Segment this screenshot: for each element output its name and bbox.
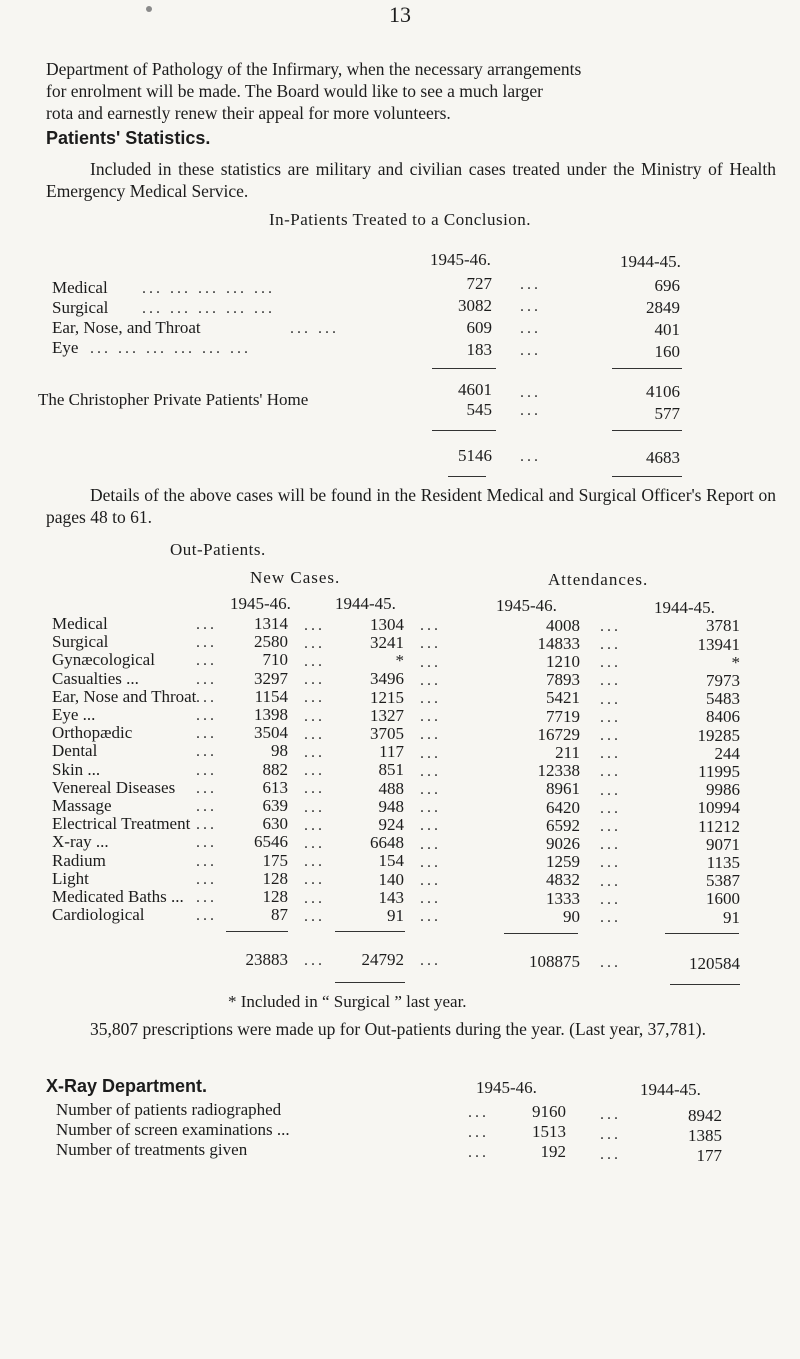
- total-rule: [612, 430, 682, 431]
- page-number: 13: [389, 2, 411, 27]
- out-patients-value: 10994: [697, 798, 740, 818]
- out-patients-value: 87: [271, 905, 288, 925]
- out-patients-value: 1210: [546, 652, 580, 671]
- intro-line: for enrolment will be made. The Board would like to see a much larger: [46, 81, 543, 101]
- in-patients-col-1945: 1945-46.: [430, 250, 491, 269]
- out-patients-value: 140: [378, 869, 404, 889]
- out-patients-value: 211: [555, 743, 580, 762]
- out-patients-value: 6592: [546, 815, 580, 835]
- out-patients-value: 244: [714, 743, 740, 763]
- in-patients-label: Ear, Nose, and Throat: [52, 318, 201, 337]
- intro-paragraph: [46, 58, 776, 124]
- out-patients-value: 7719: [546, 706, 580, 726]
- out-patients-value: 5483: [706, 689, 740, 709]
- out-patients-value: 924: [378, 815, 404, 834]
- out-patients-value: 13941: [697, 634, 740, 654]
- in-patients-home-value: 577: [654, 404, 680, 423]
- out-patients-value: 3705: [370, 724, 404, 743]
- out-patients-value: 154: [378, 851, 404, 871]
- surgical-footnote: * Included in “ Surgical ” last year.: [228, 992, 467, 1011]
- out-patients-value: 3781: [706, 616, 740, 636]
- out-patients-label: Cardiological: [52, 905, 145, 925]
- xray-col-1944: 1944-45.: [640, 1080, 701, 1099]
- out-patients-label: Gynæcological: [52, 650, 155, 670]
- in-patients-col-1944: 1944-45.: [620, 252, 681, 271]
- xray-label: Number of screen examinations ...: [56, 1120, 290, 1139]
- out-patients-value: 6420: [546, 797, 580, 817]
- intro-line: rota and earnestly renew their appeal for more volunteers.: [46, 103, 451, 123]
- in-patients-label: Surgical: [52, 298, 109, 317]
- out-patients-value: 8961: [546, 779, 580, 799]
- prescriptions-paragraph: 35,807 prescriptions were made up for Out-patients during the year. (Last year, 37,781).: [90, 1019, 706, 1039]
- out-total-value: 108875: [529, 952, 580, 971]
- out-patients-value: 12338: [537, 761, 580, 781]
- out-patients-label: Venereal Diseases: [52, 777, 176, 797]
- out-patients-value: 19285: [697, 725, 740, 745]
- out-patients-value: 117: [379, 742, 404, 762]
- out-patients-value: 1304: [370, 614, 404, 634]
- out-patients-label: Ear, Nose and Throat: [52, 686, 197, 706]
- subtotal-rule: [432, 368, 496, 369]
- xray-value: 1513: [532, 1122, 566, 1141]
- out-patients-value: 488: [378, 778, 404, 798]
- out-patients-col-header: 1944-45.: [654, 598, 715, 617]
- out-patients-value: 851: [378, 760, 404, 780]
- out-patients-value: 2580: [254, 632, 288, 652]
- out-patients-value: 175: [262, 850, 288, 870]
- out-patients-value: 1135: [706, 853, 740, 872]
- out-patients-value: 128: [262, 868, 288, 888]
- in-patients-heading: In-Patients Treated to a Conclusion.: [268, 210, 532, 229]
- xray-label: Number of patients radiographed: [56, 1100, 282, 1119]
- out-patients-label: Light: [52, 868, 89, 888]
- out-patients-value: 9071: [706, 834, 740, 854]
- out-patients-value: 1314: [254, 614, 288, 633]
- out-patients-label: Skin ...: [52, 759, 101, 779]
- out-patients-value: 613: [262, 777, 288, 797]
- out-patients-value: 948: [378, 796, 404, 816]
- out-patients-value: 1398: [254, 705, 288, 724]
- out-patients-value: 4008: [546, 615, 580, 635]
- xray-value: 1385: [688, 1126, 722, 1145]
- out-patients-value: 9026: [546, 834, 580, 853]
- total-double-rule: [448, 476, 486, 477]
- out-patients-value: 1600: [706, 889, 740, 909]
- out-patients-label: Dental: [52, 741, 98, 761]
- in-patients-value: 727: [466, 274, 492, 293]
- out-patients-col-header: 1945-46.: [496, 596, 557, 615]
- xray-value: 192: [540, 1142, 566, 1161]
- out-totals-rule: [665, 933, 739, 934]
- xray-label: Number of treatments given: [56, 1140, 248, 1159]
- out-patients-value: 5387: [706, 871, 740, 891]
- out-patients-value: 98: [271, 741, 288, 761]
- out-patients-value: 8406: [706, 707, 740, 727]
- document-page: 13 Department of Pathology of the Infirmary, when the necessary arrangements for enrolment will be made. The Board would like to see a much larger rota and earnestly renew their appeal for more volunteers. Patients' Statistics. Included in these statistics are military and civilian cases treated under the Ministry of Health Emergency Medical Service. In-Patients Treated to a Conclusion. 1945-46. 1944-45. Medical ... ... ... ... ... 727 ... 696 Surgical ... ... ... ... ... 3082 ... 2849 Ear, Nose, and Throat ... ... 609 ... 401 Eye ... ... ... ... ... ... 183 ... 160 4601 ... 4106 The Christopher Private Patients' Home 545 ... 577 5146 ... 4683 Details of the above cases will be found in the Resident Medical and Surgical Officer's Report on pages 48 to 61. Out-Patients. New Cases. Attendances. 1945-46. 1944-45. 1945-46. 1944-45. Medical ... ... ... ... 1314 1304 4008 3781 Surgical ... ... ... ... 2580 3241 14833 13941 Gynæcological ... ... ... ... 710 * 1210 * Casualties ... ... ... ... ... 3297 3496 7893 7973 Ear, Nose and Throat ... ... ... ... 1154 1215 5421 5483 Eye ... ... ... ... ... 1398 1327 7719 8406 Orthopædic ... ... ... ... 3504 3705 16729 19285 Dental ... ... ... ... 98 117 211 244 Skin ... ... ... ... ... 882 851 12338 11995 Venereal Diseases ... ... ... ... 613 488 8961 9986 Massage ... ... ... ... 639 948 6420 10994 Electrical Treatment ... ... ... ... 630 924 6592 11212 X-ray ... ... ... ... ... 6546 6648 9026 9071 Radium ... ... ... ... 175 154 1259 1135 Light ... ... ... ... 128 140 4832 5387 Medicated Baths ... ... ... ... ... 128 143 1333 1600 Cardiological ... ... ... ... 87 91 90 91 23883 ... 24792 ... 108875 ... 120584 * Included in “ Surgical ” last year. 35,807 prescriptions were made up for Out-patients during the year. (Last year, 37,781). X-Ray Department. 1945-46. 1944-45. Number of patients radiographed ... 9160 ... 8942 Number of screen examinations ... ... 1513 ... 1385 Number of treatments given ... 192 ... 177: [0, 0, 800, 1359]
- out-patients-col-header: 1944-45.: [335, 594, 396, 613]
- out-patients-value: 1333: [546, 888, 580, 908]
- out-patients-value: 91: [387, 906, 404, 925]
- out-patients-value: 3496: [370, 669, 404, 689]
- out-patients-value: 143: [378, 887, 404, 907]
- in-patients-total: 4683: [646, 448, 680, 467]
- in-patients-value: 160: [654, 342, 680, 361]
- out-patients-value: 1259: [546, 852, 580, 872]
- out-patients-label: Massage: [52, 796, 112, 815]
- in-patients-value: 401: [654, 320, 680, 339]
- out-patients-value: 128: [262, 887, 288, 906]
- new-cases-heading: New Cases.: [250, 568, 341, 587]
- out-totals-rule: [226, 931, 288, 932]
- in-patients-label: Eye: [52, 338, 79, 357]
- subtotal-rule: [612, 368, 682, 369]
- in-patients-value: 2849: [646, 298, 680, 317]
- in-patients-value: 3082: [458, 296, 492, 315]
- total-double-rule: [612, 476, 682, 477]
- out-patients-value: 9986: [706, 780, 740, 800]
- patients-statistics-heading: Patients' Statistics.: [46, 128, 211, 148]
- out-patients-value: 1154: [254, 686, 288, 706]
- in-patients-subtotal: 4106: [646, 382, 680, 401]
- out-patients-label: Orthopædic: [52, 723, 133, 743]
- out-patients-value: 630: [262, 814, 288, 834]
- out-patients-value: 3241: [370, 633, 404, 652]
- out-totals-rule: [335, 931, 405, 932]
- out-patients-value: 3504: [254, 723, 288, 743]
- out-patients-value: 7893: [546, 670, 580, 690]
- out-total-value: 23883: [245, 950, 288, 969]
- out-patients-value: 14833: [537, 633, 580, 653]
- out-patients-value: 90: [563, 906, 580, 926]
- attendances-heading: Attendances.: [548, 570, 649, 589]
- out-totals-double-rule: [335, 982, 405, 983]
- in-patients-value: 183: [466, 340, 492, 359]
- in-patients-home-label: The Christopher Private Patients' Home: [38, 390, 309, 409]
- out-patients-value: 4832: [546, 870, 580, 890]
- details-paragraph: Details of the above cases will be found in the Resident Medical and Surgical Officer's Report on pages 48 to 61.: [46, 485, 776, 527]
- in-patients-value: 696: [654, 276, 680, 295]
- out-patients-value: 7973: [706, 671, 740, 690]
- out-patients-value: 3297: [254, 668, 288, 688]
- out-totals-double-rule: [670, 984, 740, 985]
- out-patients-value: 882: [262, 759, 288, 779]
- out-patients-label: Casualties ...: [52, 668, 139, 688]
- out-patients-value: 11995: [698, 762, 740, 781]
- out-patients-value: 91: [723, 907, 740, 927]
- out-patients-label: Medicated Baths ...: [52, 887, 184, 906]
- out-patients-label: Medical: [52, 614, 108, 633]
- out-patients-label: Surgical: [52, 632, 109, 652]
- out-patients-label: X-ray ...: [52, 832, 109, 852]
- xray-value: 8942: [688, 1106, 722, 1125]
- out-patients-value: 6648: [370, 833, 404, 853]
- in-patients-home-value: 545: [466, 400, 492, 419]
- out-patients-label: Eye ...: [52, 705, 96, 724]
- out-patients-label: Electrical Treatment: [52, 814, 191, 834]
- out-patients-col-header: 1945-46.: [230, 594, 291, 613]
- out-patients-label: Radium: [52, 850, 106, 870]
- out-patients-heading: Out-Patients.: [170, 540, 266, 559]
- out-patients-value: 11212: [698, 816, 740, 836]
- xray-col-1945: 1945-46.: [476, 1078, 537, 1097]
- included-paragraph: Included in these statistics are military and civilian cases treated under the Ministry of Health Emergency Medical Service.: [46, 159, 776, 201]
- out-patients-value: 5421: [546, 688, 580, 708]
- xray-value: 177: [696, 1146, 722, 1165]
- out-totals-rule: [504, 933, 578, 934]
- xray-value: 9160: [532, 1102, 566, 1121]
- intro-line: Department of Pathology of the Infirmary, when the necessary arrangements: [46, 59, 582, 79]
- out-patients-value: 639: [262, 796, 288, 815]
- out-patients-value: *: [731, 652, 740, 672]
- out-patients-value: 6546: [254, 832, 288, 852]
- out-total-value: 24792: [361, 950, 404, 969]
- out-patients-value: 710: [262, 650, 288, 670]
- out-patients-value: 16729: [537, 724, 580, 744]
- out-patients-value: *: [395, 651, 404, 671]
- out-patients-value: 1215: [370, 687, 404, 707]
- xray-heading: X-Ray Department.: [46, 1076, 208, 1096]
- in-patients-label: Medical: [52, 278, 108, 297]
- out-patients-value: 1327: [370, 705, 404, 725]
- in-patients-total: 5146: [458, 446, 492, 465]
- out-total-value: 120584: [689, 954, 740, 973]
- in-patients-value: 609: [466, 318, 492, 337]
- total-rule: [432, 430, 496, 431]
- in-patients-subtotal: 4601: [458, 380, 492, 399]
